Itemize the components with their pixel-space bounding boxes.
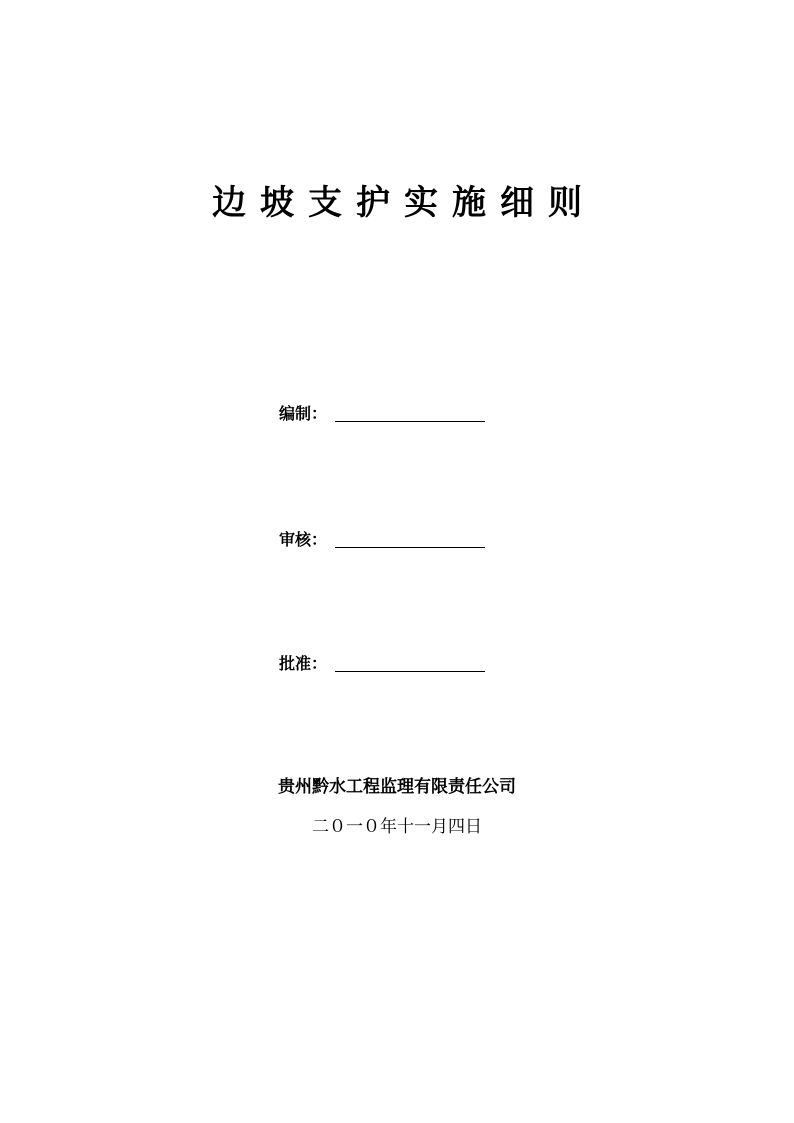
reviewer-signature-line bbox=[335, 527, 485, 548]
signature-row-approver bbox=[279, 648, 485, 674]
approver-signature-line bbox=[335, 651, 485, 672]
document-title: 边坡支护实施细则 bbox=[212, 183, 596, 223]
reviewer-label: 审核： bbox=[279, 530, 328, 549]
compiler-signature-line bbox=[335, 401, 485, 422]
company-name: 贵州黔水工程监理有限责任公司 bbox=[278, 777, 516, 797]
compiler-label: 编制： bbox=[279, 404, 328, 423]
approver-label: 批准： bbox=[279, 654, 328, 673]
signature-row-reviewer bbox=[279, 524, 485, 550]
signature-row-compiler bbox=[279, 398, 485, 424]
document-date: 二０一０年十一月四日 bbox=[312, 817, 482, 837]
